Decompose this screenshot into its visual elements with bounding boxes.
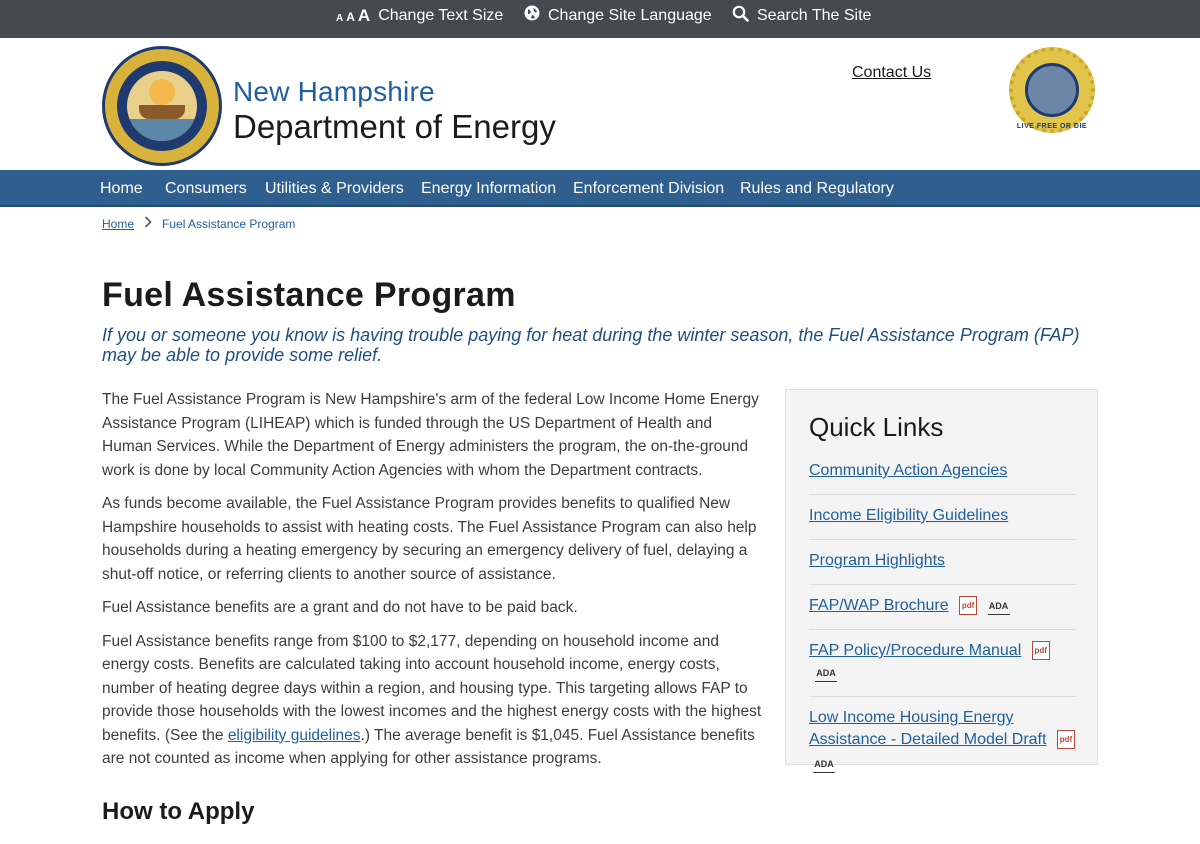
contact-us-link[interactable]: Contact Us [852, 64, 932, 81]
nav-item-rules-regulatory[interactable]: Rules and Regulatory [740, 179, 894, 197]
quick-link-item [809, 585, 1076, 630]
paragraph-benefits: As funds become available, the Fuel Assistance Program provides benefits to qualified New Hampshire households to assist with heating costs. The Fuel Assistance Program can also help households during a heating emergency by securing an emergency delivery of fuel, delaying a shut-off notice, or referring clients to another source of assistance. [102, 495, 757, 583]
globe-icon [524, 5, 540, 26]
quick-link-item [809, 697, 1076, 785]
text-size-medium-glyph: A [346, 9, 355, 24]
pdf-icon: pdf [959, 596, 977, 615]
pdf-icon: pdf [1057, 730, 1075, 749]
change-language-label: Change Site Language [548, 6, 712, 24]
nav-item-enforcement-division[interactable]: Enforcement Division [573, 179, 725, 197]
ada-icon: ADA [988, 597, 1010, 615]
ada-icon: ADA [815, 664, 837, 682]
paragraph-benefit-range [102, 630, 762, 771]
breadcrumb-current: Fuel Assistance Program [162, 216, 296, 231]
nav-item-utilities-providers[interactable]: Utilities & Providers [265, 179, 404, 197]
nav-item-energy-information[interactable]: Energy Information [421, 179, 557, 197]
quick-link-item [809, 540, 1076, 585]
utility-bar [0, 0, 1200, 38]
eligibility-guidelines-link[interactable]: eligibility guidelines [227, 726, 361, 744]
seal-sun [149, 79, 175, 105]
text-size-large-glyph: A [357, 5, 371, 25]
quick-links-panel [785, 389, 1098, 769]
quick-link-item [809, 630, 1076, 697]
site-header [0, 38, 1200, 170]
ada-icon: ADA [813, 755, 835, 773]
breadcrumb [102, 216, 295, 231]
text-size-small-glyph: A [336, 12, 344, 24]
state-seal-logo[interactable] [102, 46, 222, 166]
change-text-size-label: Change Text Size [378, 6, 504, 24]
program-highlights-link[interactable]: Program Highlights [809, 552, 946, 569]
state-emblem-logo [1009, 47, 1095, 141]
seal-inner [127, 71, 197, 141]
agency-name-line1: New Hampshire [233, 76, 435, 107]
program-description [102, 388, 762, 781]
search-icon [732, 5, 749, 27]
emblem-motto: LIVE FREE OR DIE [1016, 123, 1088, 130]
search-site-label: Search The Site [757, 6, 872, 24]
how-to-apply-heading: How to Apply [102, 798, 255, 825]
breadcrumb-home-link[interactable]: Home [102, 216, 135, 231]
emblem-badge [1009, 47, 1095, 133]
average-benefit-text: .) The average benefit is $1,045. Fuel Assistance benefits are not counted as income when applying for other assistance programs. [102, 726, 755, 767]
quick-link-item [809, 495, 1076, 540]
nav-item-consumers[interactable]: Consumers [165, 179, 247, 197]
paragraph-program-overview: The Fuel Assistance Program is New Hampshire's arm of the federal Low Income Home Energy Assistance Program (LIHEAP) which is funded through the US Department of Health and Human Services. While the Department of Energy administers the program, the on-the-ground work is done by local Community Action Agencies with whom the Department contracts. [102, 391, 759, 479]
pdf-icon: pdf [1032, 641, 1050, 660]
quick-link-item [809, 450, 1076, 495]
fap-policy-manual-link[interactable]: FAP Policy/Procedure Manual [809, 642, 1022, 659]
chevron-right-icon [144, 216, 152, 231]
community-action-agencies-link[interactable]: Community Action Agencies [809, 462, 1008, 479]
nav-item-home[interactable]: Home [100, 179, 143, 197]
text-size-icon [336, 6, 370, 26]
benefit-range-text: Fuel Assistance benefits range from $100 to $2,177, depending on household income and energy costs. Benefits are calculated taking into account household income, energy costs, number of heating degree days within a region, and housing type. This targeting allows FAP to provide those households with the lowest incomes and the highest energy costs with the highest benefits. (See the [102, 632, 762, 744]
intro-lead-text: If you or someone you know is having trouble paying for heat during the winter season, the Fuel Assistance Program (FAP) may be able to provide some relief. [102, 325, 1080, 365]
seal-ship [139, 105, 185, 119]
agency-name-link[interactable] [233, 76, 556, 146]
change-language-button[interactable] [524, 0, 712, 31]
quick-links-title: Quick Links [809, 412, 944, 442]
fap-wap-brochure-link[interactable]: FAP/WAP Brochure [809, 597, 949, 614]
page-title: Fuel Assistance Program [102, 276, 516, 314]
agency-name-line2: Department of Energy [233, 108, 556, 145]
emblem-center [1025, 63, 1079, 117]
quick-links-list [809, 450, 1076, 785]
seal-water [127, 119, 197, 141]
income-eligibility-guidelines-link[interactable]: Income Eligibility Guidelines [809, 507, 1009, 524]
change-text-size-button[interactable] [336, 0, 503, 31]
liheap-model-draft-link[interactable]: Low Income Housing Energy Assistance - Detailed Model Draft [809, 709, 1047, 748]
paragraph-grant-note: Fuel Assistance benefits are a grant and do not have to be paid back. [102, 599, 578, 616]
search-site-button[interactable] [732, 0, 871, 31]
main-navigation [0, 170, 1200, 207]
